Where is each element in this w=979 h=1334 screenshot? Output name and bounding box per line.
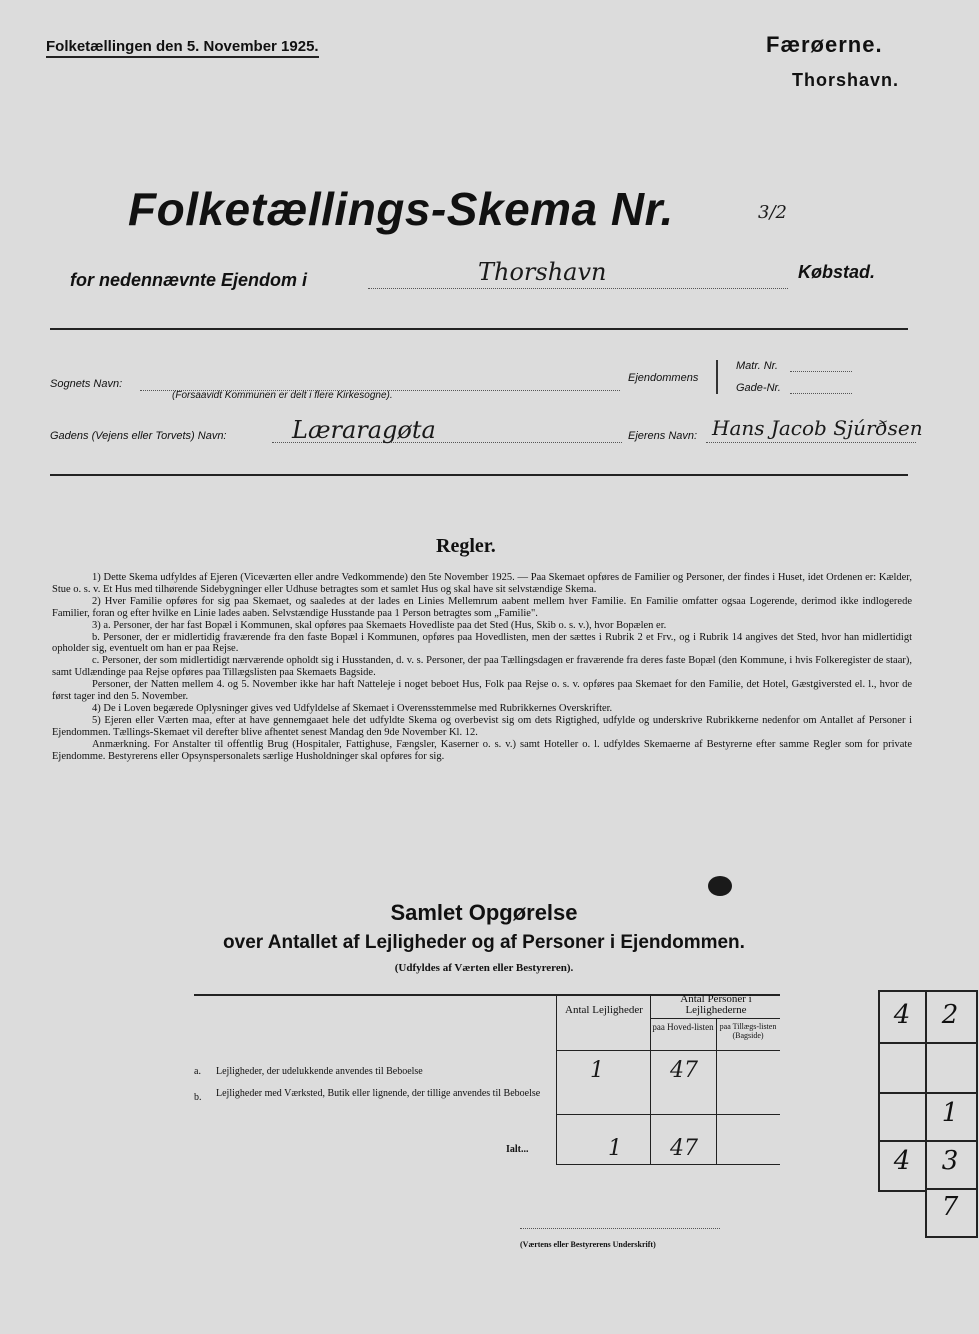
signature-dots [520, 1228, 720, 1229]
rule-1: 1) Dette Skema udfyldes af Ejeren (Viceværten eller andre Vedkommende) den 5te November 1925. — Paa Skemaet opføres de Familier og Personer, der findes i Huset, idet Ordenen er: Kælder, Stue o. s. v. Et Hus med tilhørende Sidebygninger eller Udhuse betragtes som et samlet Hus og skal have sit selvstændige Skema. [52, 572, 912, 595]
rule-4: 4) De i Loven begærede Oplysninger gives ved Udfyldelse af Skemaet i Overensstemmelse med Rubrikkernes Overskrifter. [92, 702, 613, 714]
row-a-label: a. [194, 1066, 201, 1077]
summary-table [194, 993, 780, 1161]
gadens-label: Gadens (Vejens eller Torvets) Navn: [50, 430, 227, 442]
tally-r5: 7 [941, 1192, 959, 1222]
rule-5: 5) Ejeren eller Værten maa, efter at have gennemgaaet hele det udfyldte Skema og overbevist sig om dets Rigtighed, udfylde og underskrive Rubrikkerne nedenfor om Antallet af Personer i Ejendommen. Tællings-Skemaet vil derefter blive afhentet senest Mandag den 9de November Kl. 12. [52, 714, 912, 738]
tally-r1-c1: 4 [893, 1000, 911, 1030]
sognets-label: Sognets Navn: [50, 378, 123, 390]
tally-r3-c2: 1 [941, 1098, 959, 1128]
separator-line-2 [50, 474, 908, 476]
form-number: 3/2 [758, 202, 787, 223]
ink-blot [708, 876, 732, 896]
region-label: Færøerne. [766, 32, 883, 57]
rule-3a: 3) a. Personer, der har fast Bopæl i Kommunen, skal opføres paa Skemaets Hovedliste paa det Sted (Hus, Skib o. s. v.), hvor Bopælen er. [92, 619, 667, 631]
for-property-value: Thorshavn [478, 258, 607, 286]
rules-heading: Regler. [436, 535, 496, 557]
gadens-value: Læraragøta [292, 416, 436, 444]
matr-label: Matr. Nr. [736, 360, 778, 372]
rule-note: Anmærkning. For Anstalter til offentlig Brug (Hospitaler, Fattighuse, Fængsler, Kaserner o. s. v.) samt Hoteller o. l. udfyldes Skemaerne af Bestyrerne efter samme Regler som for private Ejendomme. Bestyrerens eller Opsynspersonalets særlige Husholdninger skal opføres for sig. [52, 738, 912, 762]
gade-nr-label: Gade-Nr. [736, 382, 781, 394]
ialt-label: Ialt... [506, 1144, 529, 1155]
row-b-text: Lejligheder med Værksted, Butik eller lignende, der tillige anvendes til Beboelse [216, 1088, 541, 1099]
ejerens-value: Hans Jacob Sjúrðsen [712, 416, 923, 440]
tally-r1-c2: 2 [941, 1000, 959, 1030]
ejendommens-label: Ejendommens [628, 372, 699, 384]
row-a-hoved: 47 [670, 1058, 698, 1083]
for-property-label: for nedennævnte Ejendom i [70, 270, 308, 290]
rule-3b: b. Personer, der er midlertidig fraværende fra den faste Bopæl i Kommunen, opføres paa Hovedlisten, men der sættes i Rubrik 2 et Frv., og i Rubrik 14 angives det Sted, hvor han midlertidigt opholder sig, eventuelt om han er paa Rejse. [52, 631, 912, 655]
row-b-label: b. [194, 1092, 202, 1103]
summary-note: (Udfyldes af Værten eller Bestyreren). [394, 962, 574, 974]
rules-body [52, 572, 912, 763]
brace [716, 360, 722, 394]
ejerens-label: Ejerens Navn: [628, 430, 698, 442]
matr-dots [790, 371, 852, 372]
separator-line-1 [50, 328, 908, 330]
form-title [128, 182, 674, 236]
tally-r4-c2: 3 [941, 1146, 959, 1176]
town-label: Thorshavn. [792, 70, 900, 90]
kobstad-label: Købstad. [798, 262, 876, 282]
for-property-dots [368, 288, 788, 289]
census-title: Folketællingen den 5. November 1925. [46, 38, 319, 58]
col-tillaeg-header: paa Tillægs-listen (Bagside) [719, 1022, 777, 1040]
col-hoved-header: paa Hoved-listen [652, 1022, 714, 1032]
tally-r4-c1: 4 [893, 1146, 911, 1176]
col-lejligheder-header: Antal Lejligheder [565, 1004, 643, 1016]
ialt-hoved: 47 [670, 1136, 698, 1161]
row-a-text: Lejligheder, der udelukkende anvendes til Beboelse [216, 1066, 423, 1077]
sognets-note: (Forsaavidt Kommunen er delt i flere Kirkesogne). [172, 390, 393, 401]
ialt-lejligheder: 1 [608, 1136, 622, 1161]
col-personer-header: Antal Personer i Lejlighederne [680, 993, 752, 1016]
form-title-text: Folketællings-Skema Nr. [128, 183, 674, 235]
ejerens-dots [706, 442, 916, 443]
rule-3c: c. Personer, der som midlertidigt nærværende opholdt sig i Husstanden, d. v. s. Personer, der paa Tællingsdagen er fraværende fra deres faste Bopæl (den Kommune, i hvis Folkeregister de staar), samt Udlændinge paa Rejse opføres paa Tillægslisten paa Skemaets Bagside. [52, 655, 912, 679]
gade-nr-dots [790, 393, 852, 394]
rule-2: 2) Hver Familie opføres for sig paa Skemaet, og saaledes at der lades en Linies Mellemrum aabent mellem hver Familie. En Familie omfatter ogsaa Logerende, derimod ikke indlogerede Familier, foran og efter hvilke en Linie lades aaben. Selvstændige Husstande paa 1 Person betragtes som „Familie". [52, 595, 912, 619]
summary-subheading: over Antallet af Lejligheder og af Personer i Ejendommen. [223, 932, 745, 953]
row-a-lejligheder: 1 [590, 1058, 604, 1083]
rule-3-night: Personer, der Natten mellem 4. og 5. November ikke har haft Natteleje i noget beboet Hus, Folk paa Rejse o. s. v. opføres paa Skemaet for den Familie, det Hotel, Gæstgiversted el. l., hvor de først tager ind den 5. November. [52, 679, 912, 703]
signature-note: (Værtens eller Bestyrerens Underskrift) [520, 1240, 656, 1249]
summary-heading: Samlet Opgørelse [390, 900, 578, 925]
